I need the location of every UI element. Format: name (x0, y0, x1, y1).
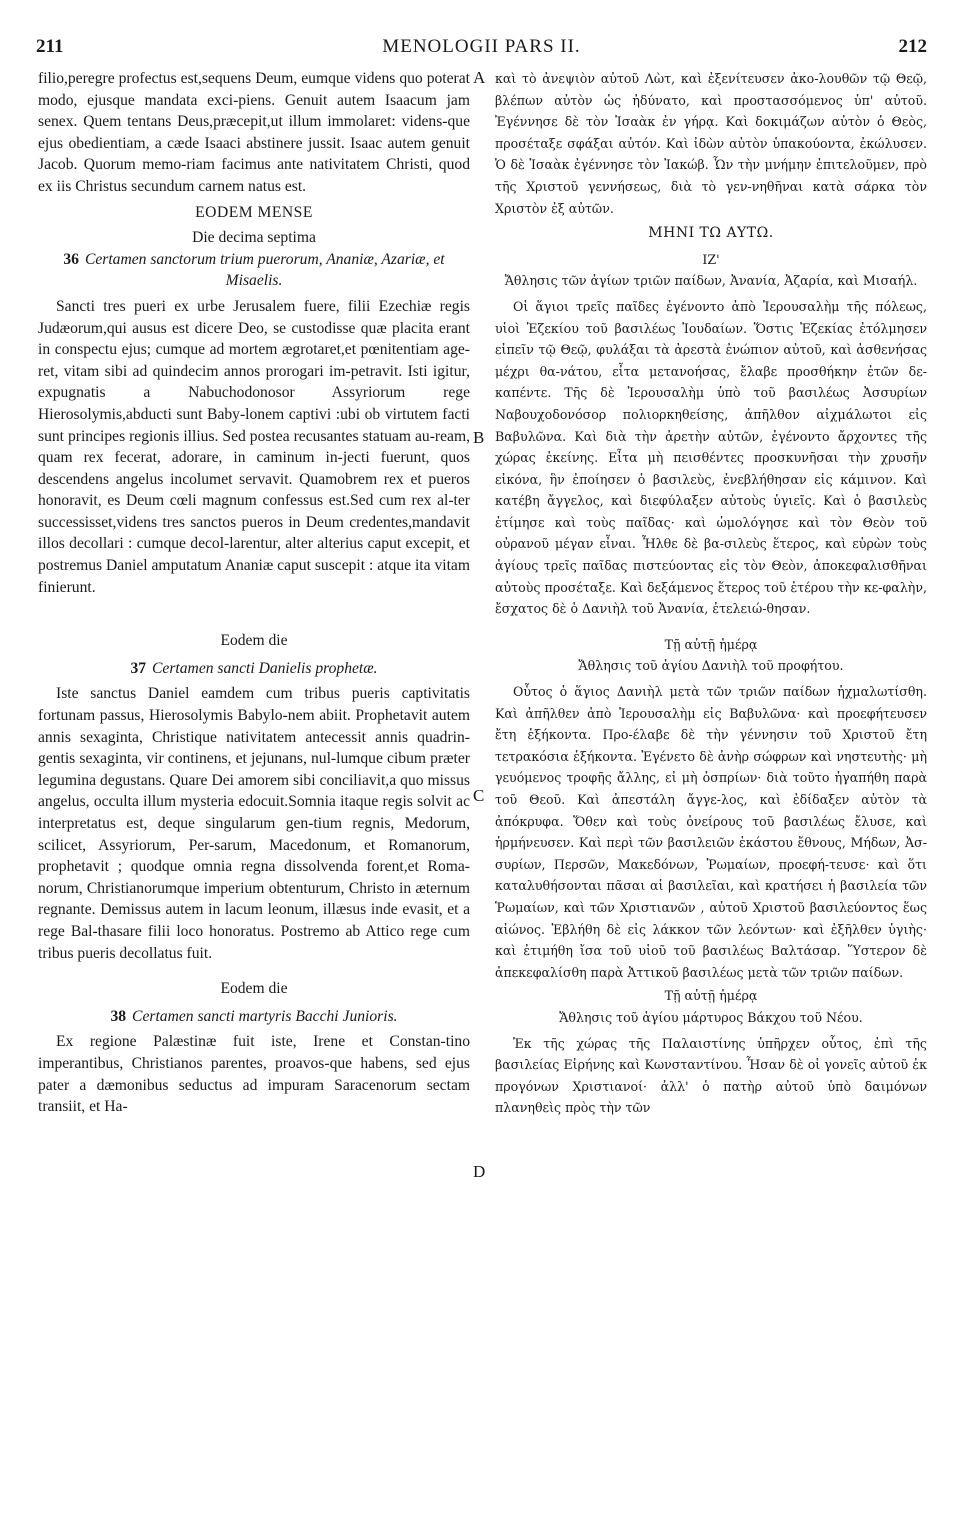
latin-entry-36-text: Sancti tres pueri ex urbe Jerusalem fuere, filii Ezechiæ regis Judæorum,qui ausus est dicere Deo, se custodisse quæ placita erant in conspectu ejus; cumque ad mortem ægrotaret,et pœnitentiam age-ret, vitam sibi ad quindecim annos prorogari im-petravit. Isti igitur, expugnatis a Nabuchodonosor Assyriorum rege Hierosolymis,abducti sunt Baby-lonem captivi :ubi ob virtutem facti sunt principes regionis illius. Sed postea recusantes statuam au-ream, quam rex fecerat, adorare, in caminum in-jecti fuerunt, quos descendens angelus incolumet servavit. Quamobrem rex et pueros honoravit, es Deum cœli magnum confessus est.Sed cum rex al-ter successisset,videns tres sanctos pueros in Deum credentes,mandavit illos decollari : cumque decol-larentur, alter alterius caput excepit, et postremus Daniel amputatum Ananiæ caput suscepit : atque ita vitam finierunt. (38, 297, 470, 596)
entry-title-text: Certamen sanctorum trium puerorum, Ananiæ, Azariæ, et Misaelis. (84, 250, 445, 290)
greek-month-heading: ΜΗΝΙ ΤΩ ΑΥΤΩ. (648, 225, 774, 242)
entry-number: 38 (110, 1007, 127, 1025)
latin-intro: filio,peregre profectus est,sequens Deum, eumque videns quo poterat modo, ejusque mandata exci-piens. Genuit autem Isaacum jam senex. Quem tentans Deus,præcepit,ut illum immolaret: videns-que ejus obedientiam, a cæde Isaaci abstinere jussit. Isaac autem genuit Jacob. Quorum memo-riam facimus ante nativitatem Christi, quod ex iis Christus secundum carnem natus est. (38, 70, 470, 195)
entry-title-text: Certamen sancti martyris Bacchi Junioris. (132, 1007, 398, 1025)
latin-entry-38-heading: Eodem die (220, 980, 288, 998)
margin-letter-a: A (473, 68, 486, 87)
margin-letter-b: B (473, 428, 485, 447)
greek-entry-36-text: Οἱ ἅγιοι τρεῖς παῖδες ἐγένοντο ἀπὸ Ἱερουσαλὴμ τῆς πόλεως, υἱοὶ Ἐζεκίου τοῦ βασιλέως Ἰουδαίων. Ὅστις Ἐζεκίας ἐτόλμησεν εἰπεῖν τῷ Θεῷ, φυλάξαι τὰ ἀρεστὰ ἐνώπιον αὐτοῦ, καὶ ἀσθενήσας μέχρι θα-νάτου, εἶτα μετανοήσας, ἔλαβε προσθήκην ἐτῶν δε-καπέντε. Τῆς δὲ Ἱερουσαλὴμ ὑπὸ τοῦ βασιλέως Ἀσσυρίων Ναβουχοδονόσορ πολιορκηθείσης, ἀπῆλθον αἰχμάλωτοι εἰς Βαβυλῶνα. Καὶ διὰ τὴν ἀρετὴν αὐτῶν, ἐγένοντο ἄρχοντες τῆς χώρας ἐκείνης. Εἶτα μὴ πεισθέντες προσκυνῆσαι τὴν χρυσῆν εἰκόνα, ἣν ἐποίησεν ὁ βασιλεὺς, ἐνεβλήθησαν εἰς κάμινον. Καὶ κατέβη ἄγγελος, καὶ διεφύλαξεν αὐτοὺς ὑγιεῖς. Καὶ ὁ βασιλεὺς ἐτίμησε καὶ τοὺς παῖδας· καὶ ὡμολόγησε καὶ τὸν Θεὸν τοῦ οὐρανοῦ μέγαν εἶναι. Ἦλθε δὲ βα-σιλεὺς ἕτερος, καὶ εὑρὼν τοὺς ἁγίους τρεῖς παῖδας πιστεύοντας εἰς τὸν Θεὸν, ἀποκεφαλισθῆναι αὐτοὺς προσέταξε. Καὶ δεξάμενος ἕτερος τοῦ ἑτέρου τὴν κε-φαλὴν, ἔσχατος δὲ ὁ Δανιὴλ τοῦ Ἀνανία, ἐτελειώ-θησαν. (495, 298, 927, 617)
greek-column (495, 68, 927, 1526)
latin-entry-37-title (38, 658, 470, 680)
page-number-left: 211 (36, 36, 64, 57)
latin-month-heading: EODEM MENSE (195, 203, 313, 221)
greek-day-heading: ΙΖ' (702, 251, 720, 267)
latin-entry-36-title (38, 249, 470, 292)
latin-entry-37-text: Iste sanctus Daniel eamdem cum tribus pueris captivitatis fortunam passus, Hierosolymis Babylo-nem abiit. Prophetavit autem annis sexaginta, Christique nativitatem antecessit annis quadrin-gentis sexaginta, vir continens, et jejunans, nul-lumque cibum præter legumina degustans. Quare Dei amorem sibi conciliavit,a quo missus angelus, occulta illum mysteria edocuit.Somnia itaque regis solvit ac interpretatus est, deque singularum gen-tium regnis, Medorum, scilicet, Assyriorum, Per-sarum, Macedonum, et Romanorum, prophetavit ; quodque omnia regna dissolvenda forent,et Roma-norum, Christianorumque imperium obtenturum, Christo in æternum regnante. Demissus autem in lacum leonum, illæsus inde evasit, et a rege Bal-thasare filii loco honoratus. Postremo ab Attico rege cum tribus pueris decollatus fuit. (38, 685, 470, 962)
entry-title-text: Certamen sancti Danielis prophetæ. (152, 659, 378, 677)
latin-day-heading: Die decima septima (192, 229, 316, 247)
latin-column (38, 68, 470, 1526)
margin-section-letters (473, 0, 493, 1540)
greek-entry-38-heading: Τῇ αὐτῇ ἡμέρᾳ (664, 988, 758, 1004)
latin-entry-38-text: Ex regione Palæstinæ fuit iste, Irene et Constan-tino imperantibus, Christianos parentes, proavos-que habens, sed ejus pater a dæmonibus seductus ad impuram Saracenorum sectam transiit, et Ha- (38, 1033, 470, 1116)
greek-entry-37-text: Οὗτος ὁ ἅγιος Δανιὴλ μετὰ τῶν τριῶν παίδων ἠχμαλωτίσθη. Καὶ ἀπῆλθεν ἀπὸ Ἱερουσαλὴμ εἰς Βαβυλῶνα· καὶ προεφήτευσεν ἔτη ἑξήκοντα. Προ-έλαβε δὲ τὴν γέννησιν τοῦ Χριστοῦ ἔτη τετρακόσια ἑξήκοντα. Ἐγένετο δὲ ἀνὴρ σώφρων καὶ νηστευτὴς· μὴ γευόμενος τροφῆς ἄλλης, εἰ μὴ ὀσπρίων· διὰ τοῦτο ἠγαπήθη παρὰ τοῦ Θεοῦ. Καὶ ἀπεστάλη ἄγγε-λος, καὶ ἐδίδαξεν αὐτὸν τὰ ἀπόκρυφα. Ὅθεν καὶ τοὺς ὀνείρους τοῦ βασιλέως ἔλυσε, καὶ ἡρμήνευσεν. Καὶ περὶ τῶν βασιλειῶν ἑκάστου ἔθνους, Μήδων, Ἀσ-συρίων, Περσῶν, Μακεδόνων, Ῥωμαίων, προεφή-τευσε· καὶ ὅτι καταλυθήσονται πᾶσαι αἱ βασιλεῖαι, καὶ κρατήσει ἡ βασιλεία τῶν Ῥωμαίων, καὶ τῶν Χριστιανῶν , αὐτοῦ Χριστοῦ βασιλεύοντος ἕως αἰώνος. Ἐβλήθη δὲ εἰς λάκκον τῶν λεόντων· καὶ ἐξῆλθεν ὑγιὴς· καὶ ἐτιμήθη ἴσα τοῦ υἱοῦ τοῦ βασιλέως Βαλτάσαρ. Ὕστερον δὲ ἀπεκεφαλίσθη παρὰ Ἀττικοῦ βασιλέως μετὰ τῶν τριῶν παίδων. (495, 684, 927, 980)
greek-entry-38-title: Ἄθλησις τοῦ ἁγίου μάρτυρος Βάκχου τοῦ Νέου. (559, 1009, 863, 1025)
margin-letter-c: C (473, 786, 485, 805)
greek-entry-36-title: Ἄθλησις τῶν ἁγίων τριῶν παίδων, Ἀνανία, Ἀζαρία, καὶ Μισαήλ. (504, 273, 918, 289)
entry-number: 36 (63, 250, 79, 268)
entry-number: 37 (130, 659, 147, 677)
greek-entry-37-title: Ἄθλησις τοῦ ἁγίου Δανιὴλ τοῦ προφήτου. (578, 658, 844, 674)
greek-entry-38-text: Ἐκ τῆς χώρας τῆς Παλαιστίνης ὑπῆρχεν οὗτος, ἐπὶ τῆς βασιλείας Εἰρήνης καὶ Κωνσταντίνου. Ἦσαν δὲ οἱ γονεῖς αὐτοῦ ἐκ προγόνων Χριστιανοί· ἀλλ' ὁ πατὴρ αὐτοῦ ὑπὸ δαιμόνων πλανηθεὶς πρὸς τὴν τῶν (495, 1035, 927, 1116)
latin-entry-37-heading: Eodem die (220, 632, 288, 650)
running-title: MENOLOGII PARS II. (382, 36, 581, 57)
greek-intro: καὶ τὸ ἀνεψιὸν αὐτοῦ Λὼτ, καὶ ἐξενίτευσεν ἀκο-λουθῶν τῷ Θεῷ, βλέπων αὐτὸν ὡς ἠδύνατο, καὶ προστασσόμενος ὑπ' αὐτοῦ. Ἐγέννησε δὲ τὸν Ἰσαὰκ ἐν γήρᾳ. Καὶ δοκιμάζων αὐτὸν ὁ Θεὸς, προσέταξε σφάξαι αὐτόν. Καὶ ἰδὼν αὐτὸν ὑπακούοντα, ἐκώλυσεν. Ὁ δὲ Ἰσαὰκ ἐγέννησε τὸν Ἰακώβ. Ὧν τὴν μνήμην ἐπιτελοῦμεν, πρὸ τῆς Χριστοῦ γεννήσεως, διὰ τὸ γεν-νηθῆναι κατὰ σάρκα τὸν Χριστὸν ἐξ αὐτῶν. (495, 71, 927, 216)
page-number-right: 212 (898, 36, 927, 57)
greek-entry-37-heading: Τῇ αὐτῇ ἡμέρᾳ (664, 636, 758, 652)
latin-entry-38-title (38, 1006, 470, 1028)
margin-letter-d: D (473, 1162, 486, 1181)
